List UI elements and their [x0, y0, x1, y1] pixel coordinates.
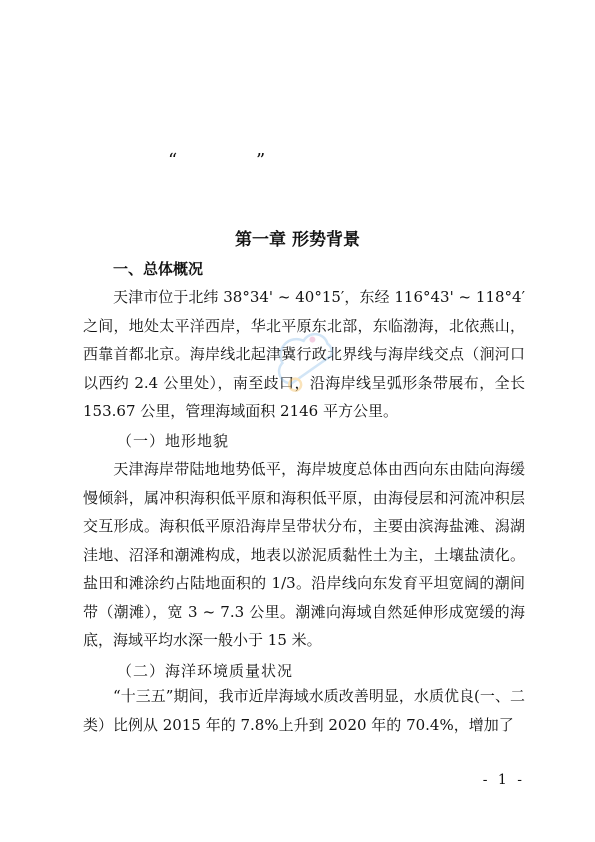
terrain-paragraph-text: 天津海岸带陆地地势低平，海岸坡度总体由西向东由陆向海缓慢倾斜，属冲积海积低平原和海积低平原，由海侵层和河流冲积层交互形成。海积低平原沿海岸呈带状分布，主要由滨海盐滩、潟湖洼地、沼泽和潮滩构成，地表以淤泥质黏性土为主，土壤盐渍化。盐田和滩涂约占陆地面积的 1/3。沿岸线向东发育平坦宽阔的潮间带（潮滩），宽 3 ~ 7.3 公里。潮滩向海域自然延伸形成宽缓的海底，海域平均水深一般小于 15 米。	[83, 460, 525, 649]
close-quote: ”	[256, 150, 266, 171]
section-heading-overview: 一、总体概况	[113, 260, 204, 278]
sub-heading-marine-quality: （二）海洋环境质量状况	[117, 662, 294, 680]
marine-quality-paragraph	[83, 682, 525, 739]
overview-paragraph-text: 天津市位于北纬 38°34' ~ 40°15′，东经 116°43' ~ 118°4′之间，地处太平洋西岸，华北平原东北部，东临渤海，北依燕山，西靠首都北京。海岸线北起津冀行政北界线与海岸线交点（涧河口以西约 2.4 公里处），南至歧口，沿海岸线呈弧形条带展布，全长 153.67 公里，管理海域面积 2146 平方公里。	[83, 288, 525, 420]
terrain-paragraph	[83, 455, 525, 655]
page-number: - 1 -	[482, 772, 525, 788]
chapter-title: 第一章 形势背景	[235, 230, 360, 250]
marine-quality-paragraph-text: “十三五”期间，我市近岸海域水质改善明显，水质优良(一、二类）比例从 2015 年的 7.8%上升到 2020 年的 70.4%，增加了	[83, 687, 525, 734]
sub-heading-terrain: （一）地形地貌	[117, 432, 230, 450]
cloud-watermark-icon	[262, 318, 352, 398]
open-quote: “	[168, 150, 178, 171]
